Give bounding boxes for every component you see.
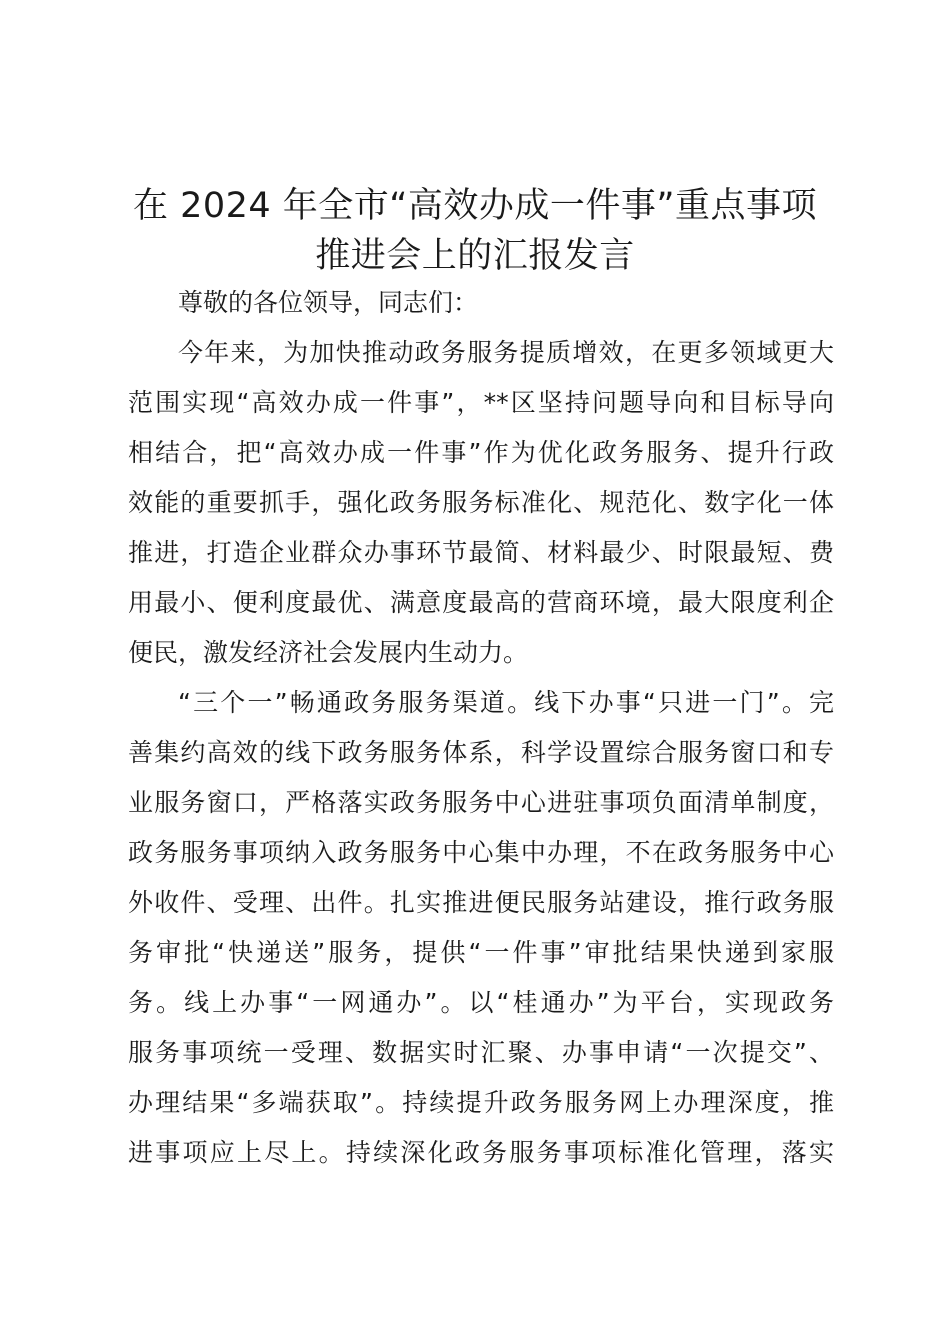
title-line-1: 在 2024 年全市“高效办成一件事”重点事项 [132,186,818,226]
paragraph-1-line: 今年来，为加快推动政务服务提质增效，在更多领域更大 [178,338,834,367]
paragraph-2-line: 务。线上办事“一网通办”。以“桂通办”为平台，实现政务 [128,988,834,1017]
paragraph-2-line: 办理结果“多端获取”。持续提升政务服务网上办理深度，推 [128,1088,834,1117]
title-line-2: 推进会上的汇报发言 [315,236,635,276]
salutation: 尊敬的各位领导，同志们： [178,288,479,317]
document-title [100,180,850,280]
paragraph-2-line: 服务事项统一受理、数据实时汇聚、办事申请“一次提交”、 [128,1038,834,1067]
paragraph-1-line: 效能的重要抓手，强化政务服务标准化、规范化、数字化一体 [128,488,834,517]
paragraph-2-line: 进事项应上尽上。持续深化政务服务事项标准化管理，落实 [128,1138,834,1167]
paragraph-1 [128,328,834,678]
paragraph-1-line: 相结合，把“高效办成一件事”作为优化政务服务、提升行政 [128,438,834,467]
document-body [128,278,834,1178]
paragraph-2-line: 善集约高效的线下政务服务体系，科学设置综合服务窗口和专 [128,738,834,767]
paragraph-2-line: 业服务窗口，严格落实政务服务中心进驻事项负面清单制度， [128,788,834,817]
paragraph-2-line: 务审批“快递送”服务，提供“一件事”审批结果快递到家服 [128,938,834,967]
paragraph-2-line: “三个一”畅通政务服务渠道。线下办事“只进一门”。完 [178,688,834,717]
paragraph-1-line: 范围实现“高效办成一件事”，**区坚持问题导向和目标导向 [128,388,834,417]
paragraph-1-line: 用最小、便利度最优、满意度最高的营商环境，最大限度利企 [128,588,834,617]
paragraph-2-line: 外收件、受理、出件。扎实推进便民服务站建设，推行政务服 [128,888,834,917]
paragraph-1-line: 便民，激发经济社会发展内生动力。 [128,638,529,667]
paragraph-2 [128,678,834,1178]
paragraph-2-line: 政务服务事项纳入政务服务中心集中办理，不在政务服务中心 [128,838,834,867]
paragraph-1-line: 推进，打造企业群众办事环节最简、材料最少、时限最短、费 [128,538,834,567]
